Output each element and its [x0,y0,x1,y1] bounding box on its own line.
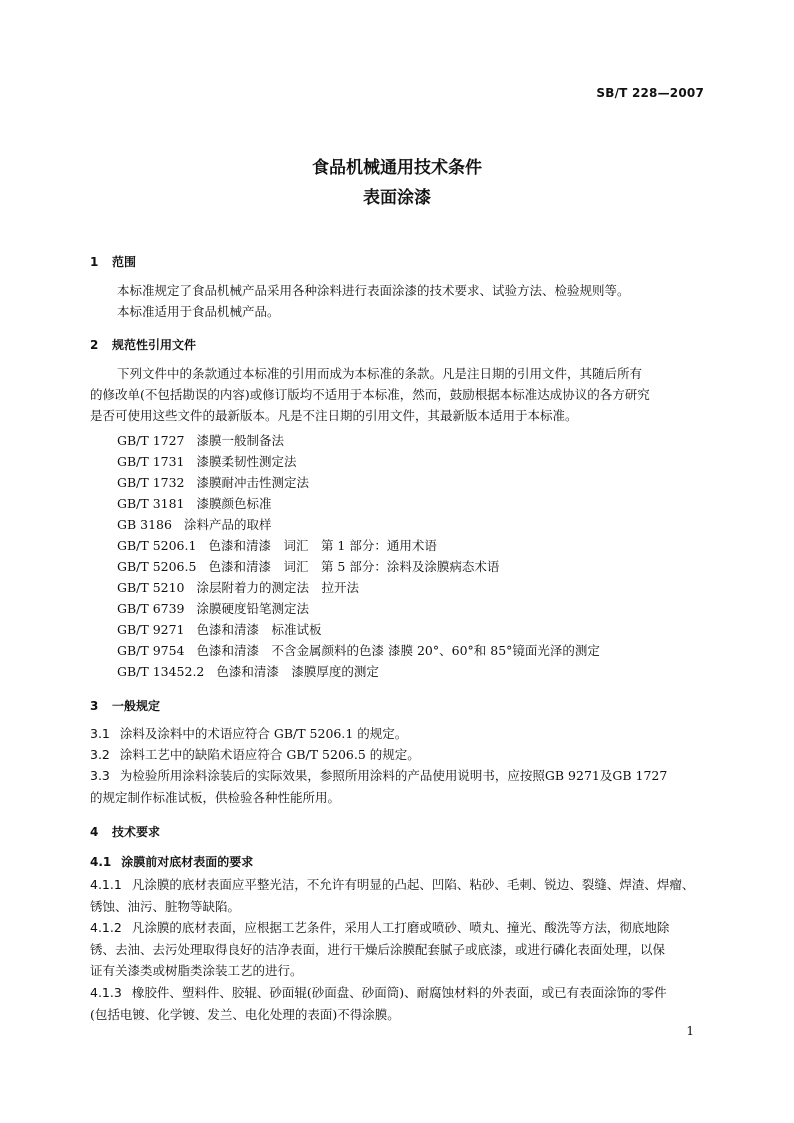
clause-number: 3.1 [90,726,110,741]
section-title: 技术要求 [112,825,161,839]
reference-code: GB/T 9754 [117,643,185,658]
reference-name: 涂层附着力的测定法 拉开法 [196,580,360,595]
clause-text: 凡涂膜的底材表面应平整光洁，不允许有明显的凸起、凹陷、粘砂、毛刺、锐边、裂缝、焊渣、焊瘤、 [131,877,695,892]
clause-4-1-2 [90,918,669,936]
reference-code: GB/T 5206.5 [117,559,197,574]
clause-3-1 [90,724,407,742]
clause-continuation: 证有关漆类或树脂类涂装工艺的进行。 [90,963,303,978]
reference-code: GB/T 5210 [117,580,185,595]
reference-name: 色漆和清漆 漆膜厚度的测定 [216,664,379,679]
clause-number: 3.2 [90,747,110,762]
reference-name: 色漆和清漆 词汇 第 5 部分：涂料及涂膜病态术语 [208,559,500,574]
reference-item [117,599,309,617]
reference-item [117,620,322,638]
reference-item [117,641,600,659]
reference-code: GB/T 5206.1 [117,538,197,553]
reference-item [117,452,297,470]
section-1-heading [90,253,136,270]
section-title: 一般规定 [112,699,161,713]
paragraph: 本标准适用于食品机械产品。 [117,304,280,319]
reference-name: 色漆和清漆 词汇 第 1 部分：通用术语 [208,538,437,553]
reference-code: GB 3186 [117,517,172,532]
clause-continuation: (包括电镀、化学镀、发兰、电化处理的表面)不得涂膜。 [90,1007,400,1022]
reference-item [117,578,359,596]
clause-3-3 [90,766,667,784]
reference-code: GB/T 1727 [117,433,185,448]
clause-text: 涂料工艺中的缺陷术语应符合 GB/T 5206.5 的规定。 [119,747,420,762]
clause-continuation: 锈蚀、油污、脏物等缺陷。 [90,899,241,914]
section-3-heading [90,697,160,714]
reference-name: 漆膜颜色标准 [196,496,272,511]
clause-number: 4.1.2 [90,920,122,935]
reference-item [117,662,379,680]
clause-3-2 [90,745,420,763]
clause-text: 涂膜前对底材表面的要求 [121,855,254,869]
reference-item [117,494,272,512]
clause-number: 4.1.3 [90,985,122,1000]
reference-item [117,536,437,554]
section-title: 范围 [112,255,137,269]
clause-4-1 [90,853,253,870]
document-subtitle: 表面涂漆 [363,188,431,208]
clause-number: 3.3 [90,768,110,783]
document-title: 食品机械通用技术条件 [312,158,482,178]
reference-code: GB/T 6739 [117,601,185,616]
reference-code: GB/T 9271 [117,622,185,637]
page-number: 1 [686,1024,694,1038]
section-number: 3 [90,699,99,713]
clause-number: 4.1 [90,855,112,869]
clause-text: 为检验所用涂料涂装后的实际效果，参照所用涂料的产品使用说明书，应按照GB 9271及GB 1727 [119,768,668,783]
clause-4-1-1 [90,875,694,893]
reference-code: GB/T 1732 [117,475,185,490]
clause-continuation: 锈、去油、去污处理取得良好的洁净表面，进行干燥后涂膜配套腻子或底漆，或进行磷化表面处理，以保 [90,942,666,957]
section-4-heading [90,823,160,840]
reference-code: GB/T 3181 [117,496,185,511]
reference-name: 漆膜一般制备法 [196,433,285,448]
standard-code: SB/T 228—2007 [596,86,704,100]
paragraph: 是否可使用这些文件的最新版本。凡是不注日期的引用文件，其最新版本适用于本标准。 [90,408,578,423]
section-number: 2 [90,338,99,352]
clause-number: 4.1.1 [90,877,122,892]
reference-item [117,557,499,575]
paragraph: 下列文件中的条款通过本标准的引用而成为本标准的条款。凡是注日期的引用文件，其随后所有 [117,366,643,381]
clause-4-1-3 [90,983,667,1001]
reference-code: GB/T 1731 [117,454,185,469]
section-title: 规范性引用文件 [112,338,197,352]
reference-name: 漆膜柔韧性测定法 [196,454,297,469]
clause-continuation: 的规定制作标准试板，供检验各种性能所用。 [90,790,341,805]
reference-code: GB/T 13452.2 [117,664,205,679]
paragraph: 本标准规定了食品机械产品采用各种涂料进行表面涂漆的技术要求、试验方法、检验规则等。 [117,283,630,298]
reference-name: 漆膜耐冲击性测定法 [196,475,310,490]
clause-text: 橡胶件、塑料件、胶辊、砂面辊(砂面盘、砂面筒)、耐腐蚀材料的外表面，或已有表面涂饰的零件 [131,985,667,1000]
section-number: 1 [90,255,99,269]
section-number: 4 [90,825,99,839]
clause-text: 凡涂膜的底材表面，应根据工艺条件，采用人工打磨或喷砂、喷丸、撞光、酸洗等方法，彻底地除 [131,920,670,935]
reference-item [117,515,271,533]
paragraph: 的修改单(不包括勘误的内容)或修订版均不适用于本标准，然而，鼓励根据本标准达成协议的各方研究 [90,387,650,402]
reference-name: 色漆和清漆 标准试板 [196,622,322,637]
section-2-heading [90,336,196,353]
reference-item [117,431,284,449]
reference-name: 涂膜硬度铅笔测定法 [196,601,310,616]
clause-text: 涂料及涂料中的术语应符合 GB/T 5206.1 的规定。 [119,726,408,741]
reference-name: 色漆和清漆 不含金属颜料的色漆 漆膜 20°、60°和 85°镜面光泽的测定 [196,643,600,658]
reference-name: 涂料产品的取样 [183,517,272,532]
reference-item [117,473,309,491]
